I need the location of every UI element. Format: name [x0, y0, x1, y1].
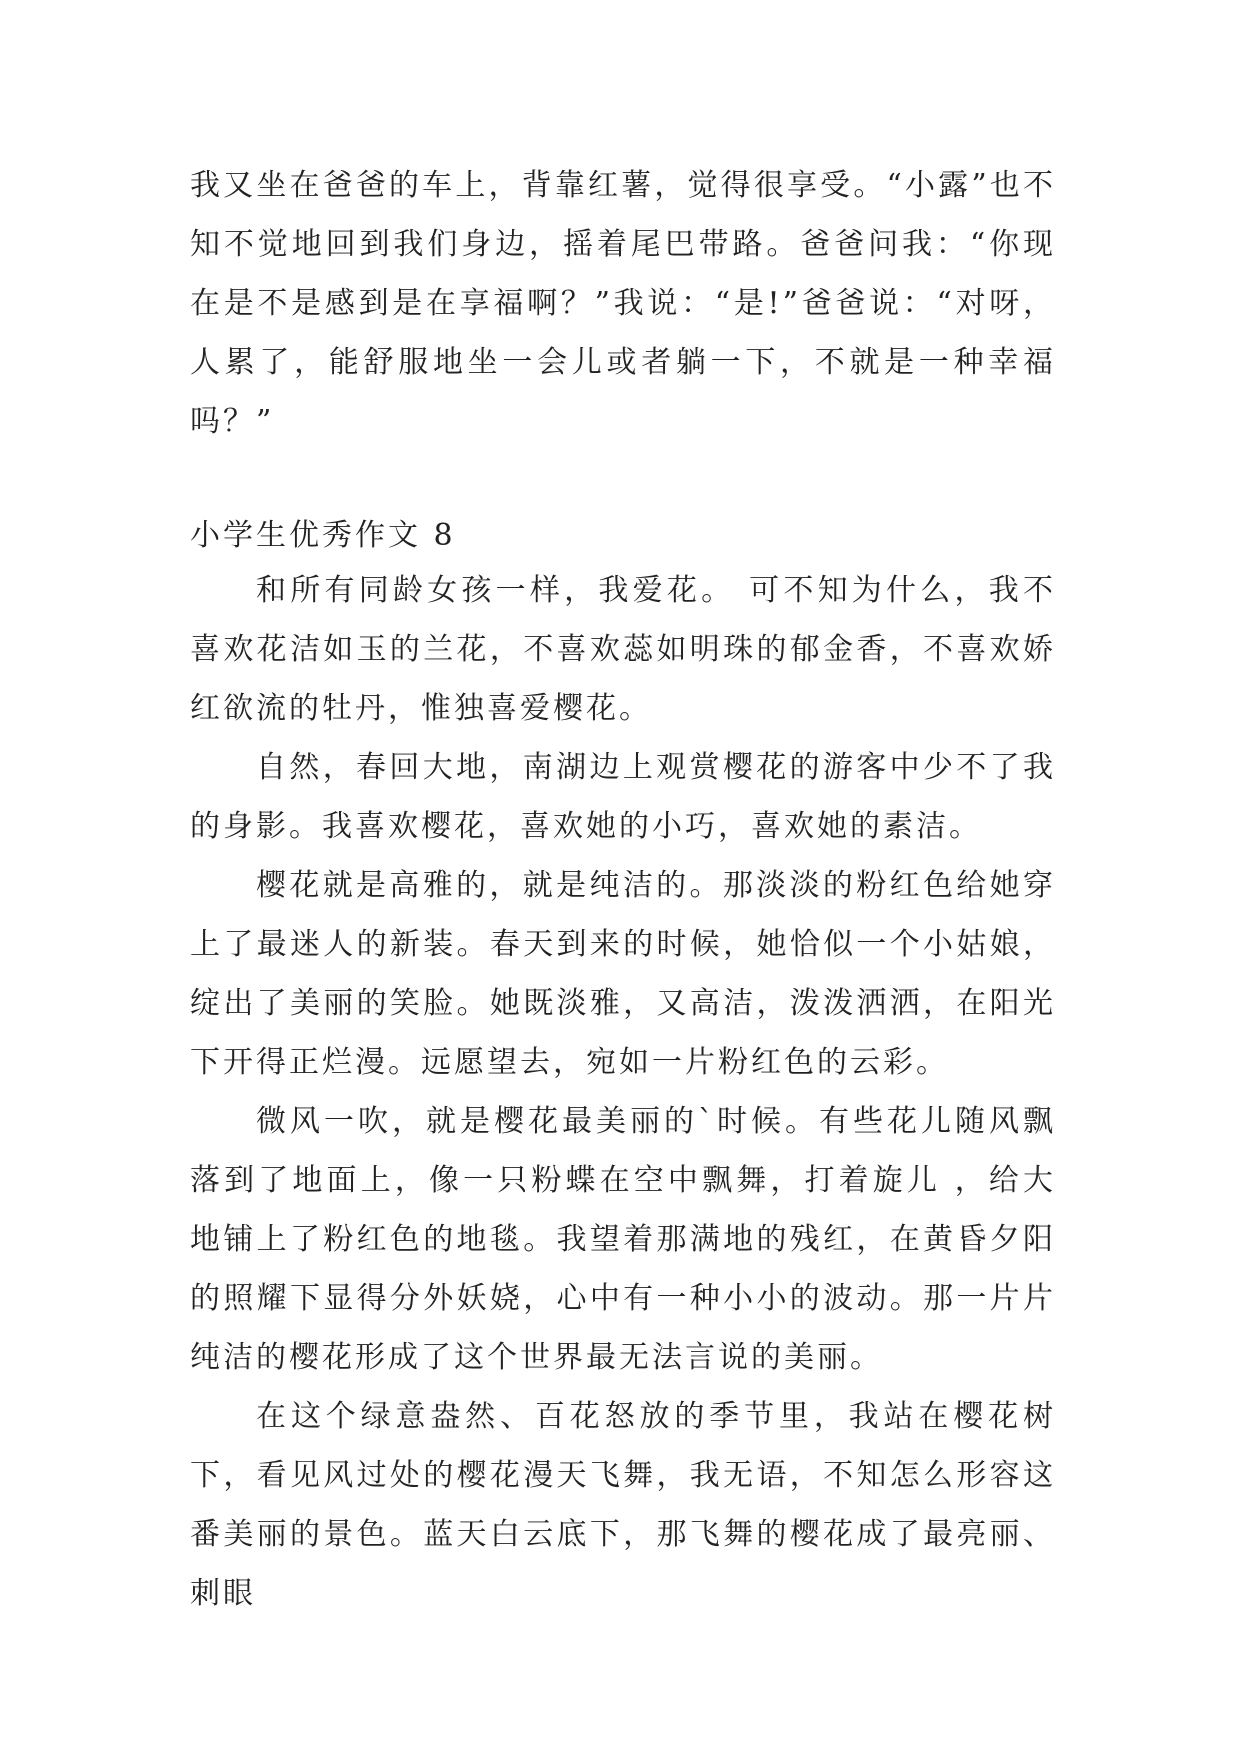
- intro-text: [190, 156, 1056, 451]
- intro-paragraph: 我又坐在爸爸的车上，背靠红薯，觉得很享受。“小露”也不知不觉地回到我们身边，摇着尾巴带路。爸爸问我：“你现在是不是感到是在享福啊？”我说：“是!”爸爸说：“对呀，人累了，能舒服地坐一会儿或者躺一下，不就是一种幸福吗？”: [190, 168, 1056, 439]
- essay-paragraph: 自然，春回大地，南湖边上观赏樱花的游客中少不了我的身影。我喜欢樱花，喜欢她的小巧，喜欢她的素洁。: [190, 750, 1056, 844]
- essay-paragraph: 和所有同龄女孩一样，我爱花。 可不知为什么，我不喜欢花洁如玉的兰花，不喜欢蕊如明珠的郁金香，不喜欢娇红欲流的牡丹，惟独喜爱樱花。: [190, 573, 1056, 726]
- essay-body: [190, 561, 1056, 1623]
- section-title: 小学生优秀作文 8: [190, 518, 456, 553]
- essay-paragraph: 在这个绿意盎然、百花怒放的季节里，我站在樱花树下，看见风过处的樱花漫天飞舞，我无语，不知怎么形容这番美丽的景色。蓝天白云底下，那飞舞的樱花成了最亮丽、刺眼: [190, 1399, 1056, 1611]
- essay-paragraph: 微风一吹，就是樱花最美丽的`时候。有些花儿随风飘落到了地面上，像一只粉蝶在空中飘舞，打着旋儿 ，给大地铺上了粉红色的地毯。我望着那满地的残红，在黄昏夕阳的照耀下显得分外妖娆，心中有一种小小的波动。那一片片纯洁的樱花形成了这个世界最无法言说的美丽。: [190, 1104, 1056, 1375]
- essay-paragraph: 樱花就是高雅的，就是纯洁的。那淡淡的粉红色给她穿上了最迷人的新装。春天到来的时候，她恰似一个小姑娘，绽出了美丽的笑脸。她既淡雅，又高洁，泼泼洒洒，在阳光下开得正烂漫。远愿望去，宛如一片粉红色的云彩。: [190, 868, 1056, 1080]
